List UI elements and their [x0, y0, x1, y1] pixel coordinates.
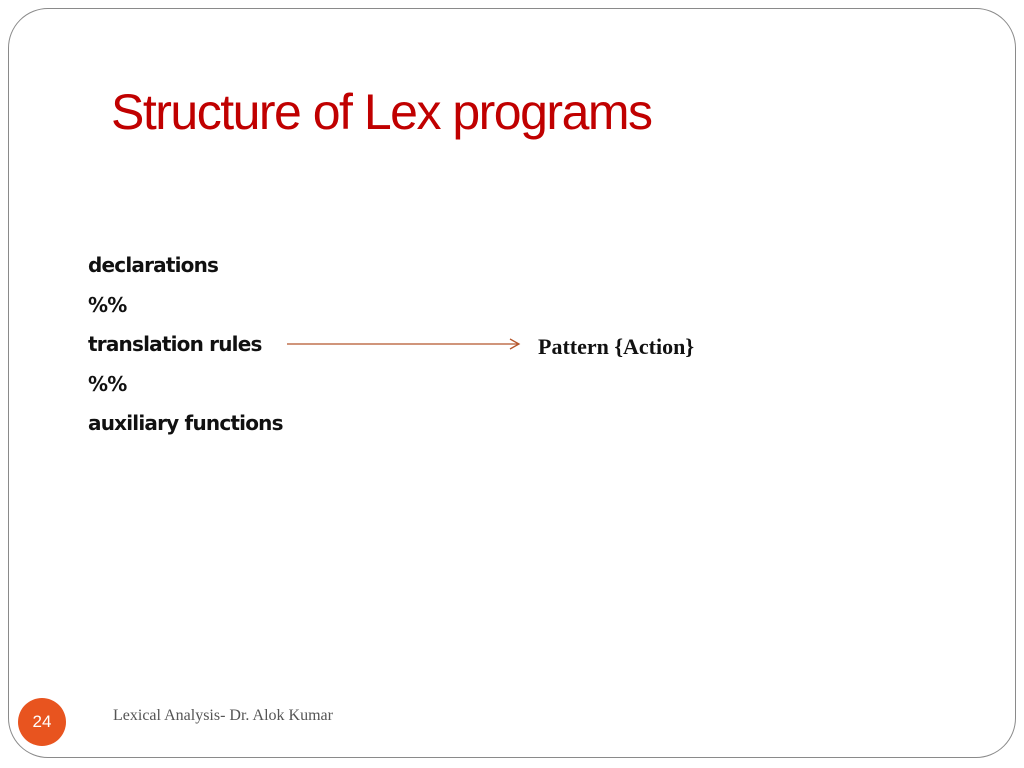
line-declarations: declarations: [88, 253, 219, 277]
right-arrow-icon: [287, 336, 523, 352]
footer-text: Lexical Analysis- Dr. Alok Kumar: [113, 707, 333, 724]
page-number: 24: [32, 712, 52, 731]
line-separator-2: %%: [88, 371, 127, 396]
pattern-action-label: Pattern {Action}: [538, 334, 695, 359]
slide-title: Structure of Lex programs: [111, 84, 652, 140]
page-number-badge: [18, 698, 66, 746]
line-separator-1: %%: [88, 292, 127, 317]
line-auxiliary-functions: auxiliary functions: [88, 411, 283, 435]
lex-structure-list: [88, 248, 283, 446]
line-translation-rules: translation rules: [88, 332, 262, 356]
